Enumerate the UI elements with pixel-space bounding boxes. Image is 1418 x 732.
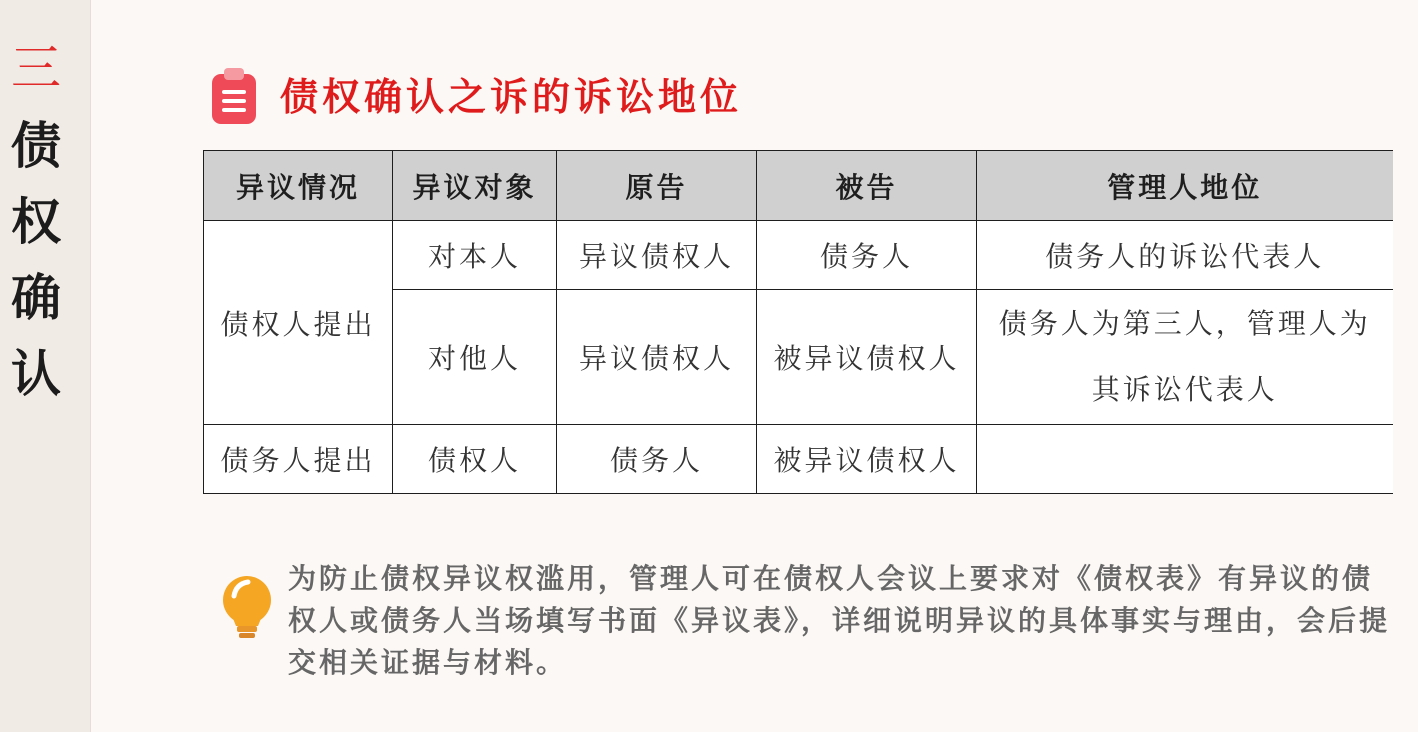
table-cell: 被异议债权人 xyxy=(757,425,977,494)
table-cell: 对本人 xyxy=(393,221,557,290)
litigation-table xyxy=(203,150,1392,493)
table-cell: 债务人 xyxy=(557,425,757,494)
sidebar-char: 确 xyxy=(11,268,61,327)
sidebar-char: 权 xyxy=(11,192,61,251)
table-cell-line: 债务人为第三人，管理人为 xyxy=(998,307,1371,340)
sidebar-char: 认 xyxy=(11,344,61,403)
header-cell: 异议对象 xyxy=(393,151,557,221)
header-cell: 被告 xyxy=(757,151,977,221)
table-header-row xyxy=(204,151,1393,221)
table-cell: 异议债权人 xyxy=(557,221,757,290)
table-row xyxy=(204,425,1393,494)
table-cell: 债务人 xyxy=(757,221,977,290)
table-cell xyxy=(977,425,1393,494)
sidebar xyxy=(0,0,91,732)
table-cell xyxy=(977,290,1393,425)
table-cell: 被异议债权人 xyxy=(757,290,977,425)
clipboard-icon xyxy=(210,66,258,126)
table-cell: 异议债权人 xyxy=(557,290,757,425)
table-cell-line: 其诉讼代表人 xyxy=(1091,373,1278,406)
sidebar-char: 债 xyxy=(11,116,61,175)
lightbulb-icon xyxy=(218,574,276,642)
page-title: 债权确认之诉的诉讼地位 xyxy=(280,74,743,119)
table-cell: 债务人的诉讼代表人 xyxy=(977,221,1393,290)
header-cell: 异议情况 xyxy=(204,151,393,221)
table-row xyxy=(204,221,1393,290)
header-cell: 原告 xyxy=(557,151,757,221)
header-cell: 管理人地位 xyxy=(977,151,1393,221)
table-cell: 债务人提出 xyxy=(204,425,393,494)
table-cell: 债权人提出 xyxy=(204,221,393,425)
table-cell: 对他人 xyxy=(393,290,557,425)
table-cell: 债权人 xyxy=(393,425,557,494)
note-text: 为防止债权异议权滥用，管理人可在债权人会议上要求对《债权表》有异议的债权人或债务人当场填写书面《异议表》，详细说明异议的具体事实与理由，会后提交相关证据与材料。 xyxy=(288,562,1391,679)
section-number: 三 xyxy=(11,39,61,97)
